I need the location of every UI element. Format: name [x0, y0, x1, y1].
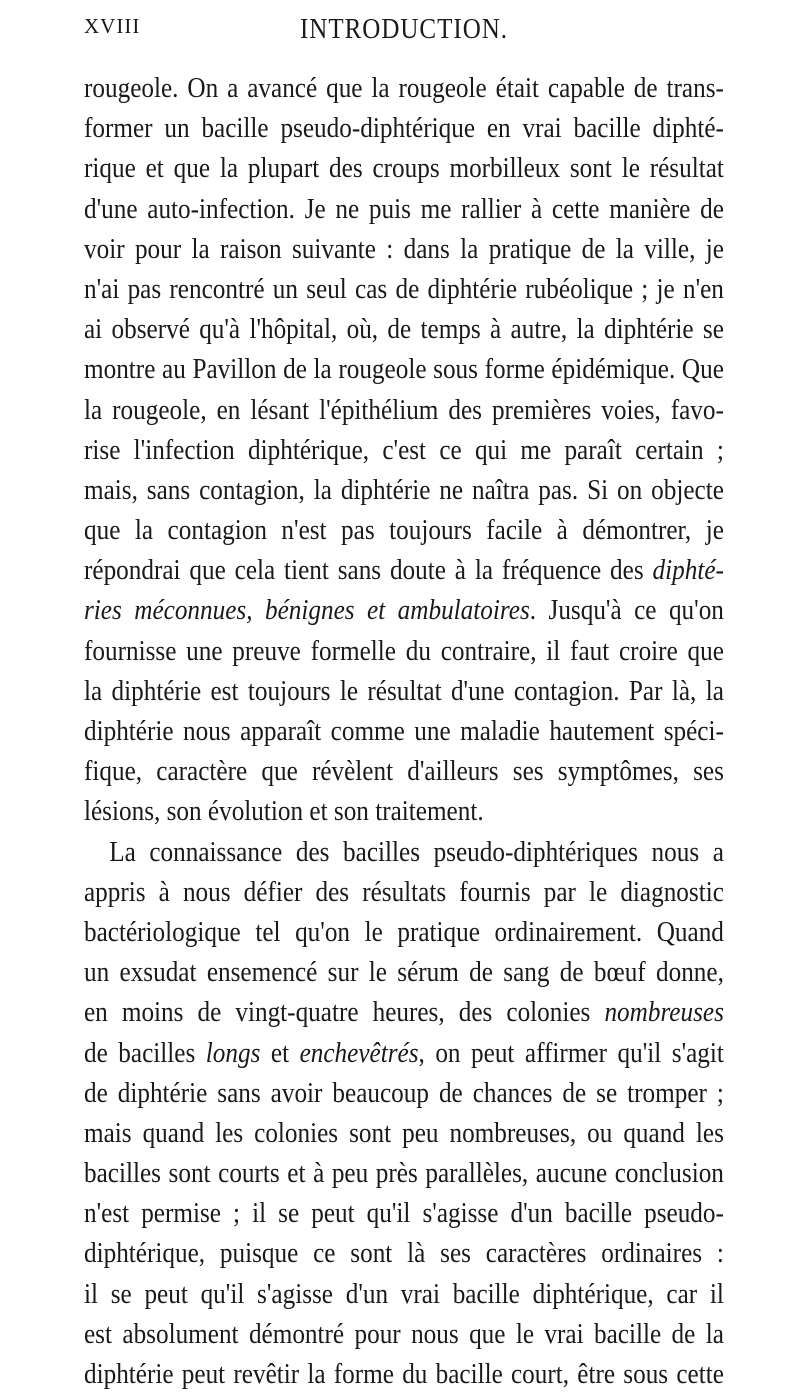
page-header [84, 14, 724, 54]
text-segment: montre au Pavillon de la rougeole sous forme épidémique. Que [84, 354, 724, 386]
text-line [84, 310, 724, 350]
text-segment: fique, caractère que révèlent d'ailleurs ses symptômes, ses [84, 756, 724, 788]
text-line [84, 792, 724, 832]
text-segment: ai observé qu'à l'hôpital, où, de temps à autre, la diphtérie se [84, 314, 724, 346]
text-line [84, 391, 724, 431]
text-segment: mais, sans contagion, la diphtérie ne naîtra pas. Si on objecte [84, 474, 724, 506]
italic-text: longs [205, 1037, 261, 1069]
text-line [84, 1034, 724, 1074]
text-line [84, 431, 724, 471]
text-segment: voir pour la raison suivante : dans la pratique de la ville, je [84, 233, 724, 265]
text-segment: un exsudat ensemencé sur le sérum de sang de bœuf donne, [84, 957, 724, 989]
text-line [84, 1114, 724, 1154]
text-line [84, 190, 724, 230]
text-segment: de diphtérie sans avoir beaucoup de chances de se tromper ; [84, 1077, 724, 1109]
text-line [84, 1074, 724, 1114]
text-segment: diphtérie peut revêtir la forme du bacille court, être sous cette [84, 1359, 724, 1390]
text-line [84, 511, 724, 551]
text-segment: répondrai que cela tient sans doute à la fréquence des [84, 555, 653, 587]
text-segment: que la contagion n'est pas toujours facile à démontrer, je [84, 515, 724, 547]
text-line [84, 1315, 724, 1355]
text-segment: il se peut qu'il s'agisse d'un vrai bacille diphtérique, car il [84, 1278, 724, 1310]
text-line [84, 1194, 724, 1234]
text-line [84, 712, 724, 752]
text-line [84, 230, 724, 270]
italic-text: nombreuses [604, 997, 724, 1029]
text-segment: lésions, son évolution et son traitement. [84, 796, 484, 828]
text-line [84, 1355, 724, 1395]
text-segment: et [260, 1037, 300, 1069]
text-segment: former un bacille pseudo-diphtérique en vrai bacille diphté- [84, 113, 724, 145]
text-segment: bacilles sont courts et à peu près parallèles, aucune conclusion [84, 1158, 724, 1190]
italic-text: diphté- [652, 555, 724, 587]
text-segment: mais quand les colonies sont peu nombreuses, ou quand les [84, 1117, 724, 1149]
text-line [84, 632, 724, 672]
text-segment: appris à nous défier des résultats fournis par le diagnostic [84, 876, 724, 908]
text-segment: en moins de vingt-quatre heures, des colonies [84, 997, 605, 1029]
text-line [84, 672, 724, 712]
text-segment: est absolument démontré pour nous que le vrai bacille de la [84, 1318, 724, 1350]
text-segment: , on peut affirmer qu'il s'agit [418, 1037, 724, 1069]
text-segment: rique et que la plupart des croups morbilleux sont le résultat [84, 153, 724, 185]
text-segment: la diphtérie est toujours le résultat d'une contagion. Par là, la [84, 675, 724, 707]
text-line [84, 551, 724, 591]
text-segment: la rougeole, en lésant l'épithélium des premières voies, favo- [84, 394, 724, 426]
text-line [84, 591, 724, 631]
text-line [84, 833, 724, 873]
text-line [84, 873, 724, 913]
text-line [84, 149, 724, 189]
text-segment: n'ai pas rencontré un seul cas de diphtérie rubéolique ; je n'en [84, 273, 724, 305]
text-line [84, 913, 724, 953]
text-segment: rougeole. On a avancé que la rougeole était capable de trans- [84, 73, 724, 104]
text-segment: de bacilles [84, 1037, 206, 1069]
page-number: XVIII [84, 14, 141, 38]
text-line [84, 471, 724, 511]
text-segment: n'est permise ; il se peut qu'il s'agisse d'un bacille pseudo- [84, 1198, 724, 1230]
text-segment: fournisse une preuve formelle du contraire, il faut croire que [84, 635, 724, 667]
text-line [84, 993, 724, 1033]
body-text [84, 69, 724, 1395]
text-segment: La connaissance des bacilles pseudo-diphtériques nous a [109, 836, 724, 868]
text-segment: rise l'infection diphtérique, c'est ce qui me paraît certain ; [84, 434, 724, 466]
text-line [84, 69, 724, 109]
italic-text: ries méconnues, bénignes et ambulatoires [84, 595, 530, 627]
text-segment: . Jusqu'à ce qu'on [529, 595, 724, 627]
text-segment: d'une auto-infection. Je ne puis me rallier à cette manière de [84, 193, 724, 225]
text-line [84, 953, 724, 993]
text-line [84, 1154, 724, 1194]
text-line [84, 1275, 724, 1315]
text-line [84, 1234, 724, 1274]
running-title: INTRODUCTION. [299, 14, 509, 46]
text-segment: bactériologique tel qu'on le pratique ordinairement. Quand [84, 916, 724, 948]
text-segment: diphtérie nous apparaît comme une maladie hautement spéci- [84, 716, 724, 747]
text-line [84, 270, 724, 310]
text-line [84, 752, 724, 792]
italic-text: enchevêtrés [299, 1037, 419, 1069]
text-line [84, 109, 724, 149]
text-line [84, 350, 724, 390]
text-segment: diphtérique, puisque ce sont là ses caractères ordinaires : [84, 1238, 724, 1270]
